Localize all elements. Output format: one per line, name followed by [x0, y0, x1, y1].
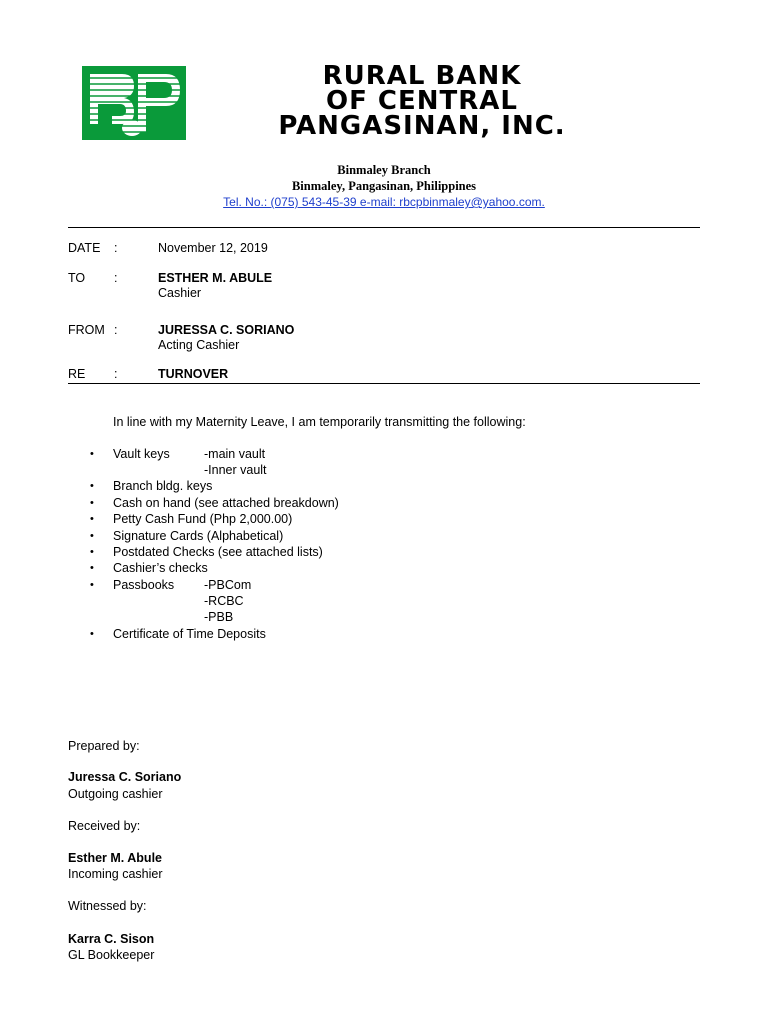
prepared-by-title: Outgoing cashier: [68, 787, 163, 801]
sub-item-main-vault: -main vault: [204, 447, 266, 461]
memo-divider: [68, 383, 700, 384]
bank-name-line1: RURAL BANK: [322, 61, 522, 91]
from-label: FROM: [68, 323, 105, 337]
list-item-petty-cash: Petty Cash Fund (Php 2,000.00): [113, 512, 293, 526]
bank-logo: [82, 66, 186, 140]
bullet: •: [90, 530, 94, 542]
bullet: •: [90, 579, 94, 591]
bullet: •: [90, 562, 94, 574]
prepared-by-label: Prepared by:: [68, 739, 140, 753]
to-position: Cashier: [158, 286, 202, 300]
sub-item-pbb: -PBB: [204, 610, 234, 624]
witnessed-by-title: GL Bookkeeper: [68, 948, 155, 962]
list-item-cashiers-checks: Cashier’s checks: [113, 561, 208, 575]
date-colon: :: [114, 241, 118, 255]
date-label: DATE: [68, 241, 101, 255]
bullet: •: [90, 480, 94, 492]
received-by-label: Received by:: [68, 819, 141, 833]
re-colon: :: [114, 367, 118, 381]
list-item-cash-on-hand: Cash on hand (see attached breakdown): [113, 496, 339, 510]
sub-item-inner-vault: -Inner vault: [204, 463, 267, 477]
header-divider: [68, 227, 700, 228]
bank-name-line2: OF CENTRAL: [326, 86, 518, 116]
sub-item-rcbc: -RCBC: [204, 594, 244, 608]
bullet: •: [90, 628, 94, 640]
bank-name-line3: PANGASINAN, INC.: [278, 111, 566, 141]
branch-address: Binmaley, Pangasinan, Philippines: [291, 179, 477, 193]
date-value: November 12, 2019: [158, 241, 268, 255]
from-colon: :: [114, 323, 118, 337]
sub-item-pbcom: -PBCom: [204, 578, 252, 592]
re-value: TURNOVER: [158, 367, 229, 381]
list-item-postdated-checks: Postdated Checks (see attached lists): [113, 545, 323, 559]
branch-name: Binmaley Branch: [337, 163, 431, 177]
bullet: •: [90, 448, 94, 460]
list-item-vault-keys: Vault keys: [113, 447, 170, 461]
to-colon: :: [114, 271, 118, 285]
intro-text: In line with my Maternity Leave, I am temporarily transmitting the following:: [113, 415, 526, 429]
bank-name: [212, 61, 632, 141]
list-item-branch-keys: Branch bldg. keys: [113, 479, 213, 493]
list-item-passbooks: Passbooks: [113, 578, 175, 592]
witnessed-by-label: Witnessed by:: [68, 899, 147, 913]
to-label: TO: [68, 271, 86, 285]
from-position: Acting Cashier: [158, 338, 240, 352]
to-name: ESTHER M. ABULE: [158, 271, 273, 285]
received-by-name: Esther M. Abule: [68, 851, 162, 865]
from-name: JURESSA C. SORIANO: [158, 323, 295, 337]
re-label: RE: [68, 367, 86, 381]
list-item-signature-cards: Signature Cards (Alphabetical): [113, 529, 284, 543]
prepared-by-name: Juressa C. Soriano: [68, 770, 182, 784]
bullet: •: [90, 513, 94, 525]
bullet: •: [90, 497, 94, 509]
list-item-time-deposits: Certificate of Time Deposits: [113, 627, 266, 641]
witnessed-by-name: Karra C. Sison: [68, 932, 155, 946]
bullet: •: [90, 546, 94, 558]
received-by-title: Incoming cashier: [68, 867, 163, 881]
contact-link[interactable]: Tel. No.: (075) 543-45-39 e-mail: rbcpbinmaley@yahoo.com.: [223, 195, 545, 209]
